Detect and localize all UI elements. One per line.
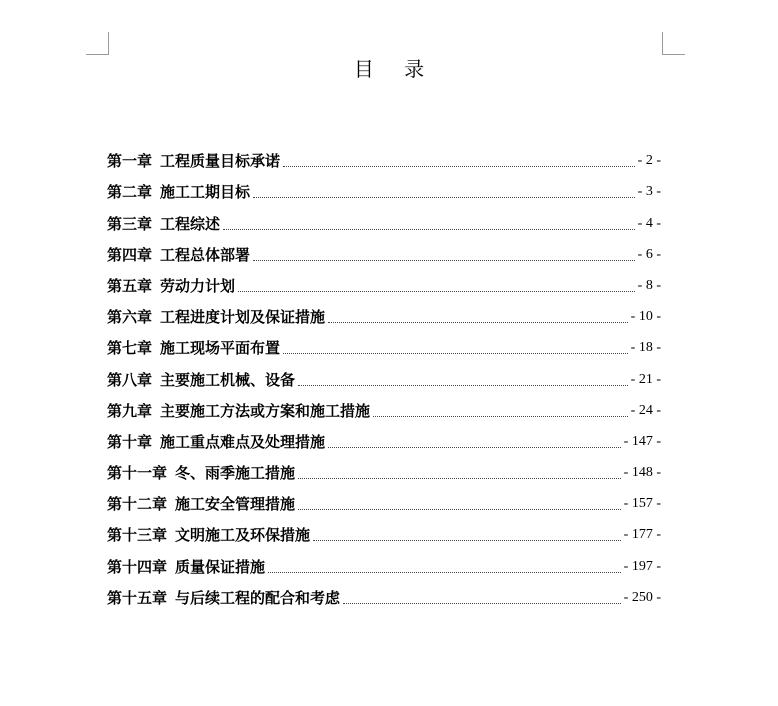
toc-entry-leader bbox=[328, 446, 621, 448]
toc-entry-leader bbox=[313, 539, 621, 541]
toc-entry-title: 文明施工及环保措施 bbox=[175, 526, 311, 545]
toc-entry-title: 工程质量目标承诺 bbox=[160, 152, 281, 171]
toc-entry-leader bbox=[298, 477, 621, 479]
toc-entry-title: 工程综述 bbox=[160, 214, 221, 233]
toc-entry-chapter: 第九章 bbox=[107, 401, 153, 420]
toc-entry-leader bbox=[268, 571, 621, 573]
toc-entry-chapter: 第十二章 bbox=[107, 495, 168, 514]
toc-entry-chapter: 第十三章 bbox=[107, 526, 168, 545]
toc-entry-title: 主要施工方法或方案和施工措施 bbox=[160, 401, 371, 420]
toc-entry-title: 施工工期目标 bbox=[160, 183, 251, 202]
toc-entry[interactable] bbox=[107, 484, 661, 515]
toc-entry-page-number: - 177 - bbox=[623, 527, 661, 543]
toc-entry-leader bbox=[283, 165, 635, 167]
toc-entry-chapter: 第十章 bbox=[107, 432, 153, 451]
toc-entry[interactable] bbox=[107, 422, 661, 453]
toc-entry-title: 施工现场平面布置 bbox=[160, 339, 281, 358]
toc-entry-page-number: - 8 - bbox=[637, 277, 661, 293]
toc-entry[interactable] bbox=[107, 328, 661, 359]
toc-entry-chapter: 第十四章 bbox=[107, 557, 168, 576]
toc-entry-title: 工程进度计划及保证措施 bbox=[160, 308, 326, 327]
toc-entry-page-number: - 10 - bbox=[630, 309, 661, 325]
toc-list bbox=[107, 141, 661, 609]
toc-entry-page-number: - 157 - bbox=[623, 496, 661, 512]
toc-entry[interactable] bbox=[107, 203, 661, 234]
toc-entry[interactable] bbox=[107, 578, 661, 609]
toc-entry-title: 冬、雨季施工措施 bbox=[175, 464, 296, 483]
toc-entry-leader bbox=[298, 508, 621, 510]
crop-mark-top-left bbox=[86, 32, 109, 55]
toc-entry-page-number: - 250 - bbox=[623, 589, 661, 605]
toc-entry-page-number: - 21 - bbox=[630, 371, 661, 387]
toc-entry[interactable] bbox=[107, 359, 661, 390]
toc-entry-page-number: - 2 - bbox=[637, 153, 661, 169]
toc-title: 目 录 bbox=[353, 57, 437, 81]
toc-entry-page-number: - 147 - bbox=[623, 433, 661, 449]
toc-entry-title: 与后续工程的配合和考虑 bbox=[175, 588, 341, 607]
toc-entry-chapter: 第十一章 bbox=[107, 464, 168, 483]
toc-entry[interactable] bbox=[107, 141, 661, 172]
toc-entry-chapter: 第四章 bbox=[107, 245, 153, 264]
toc-entry-page-number: - 24 - bbox=[630, 402, 661, 418]
toc-entry-title: 质量保证措施 bbox=[175, 557, 266, 576]
toc-entry-title: 劳动力计划 bbox=[160, 276, 236, 295]
toc-entry[interactable] bbox=[107, 515, 661, 546]
toc-entry-title: 施工重点难点及处理措施 bbox=[160, 432, 326, 451]
toc-entry-page-number: - 4 - bbox=[637, 215, 661, 231]
toc-entry[interactable] bbox=[107, 453, 661, 484]
toc-entry-page-number: - 197 - bbox=[623, 558, 661, 574]
toc-entry-page-number: - 148 - bbox=[623, 465, 661, 481]
toc-entry-page-number: - 6 - bbox=[637, 246, 661, 262]
toc-entry-chapter: 第二章 bbox=[107, 183, 153, 202]
toc-entry-leader bbox=[223, 228, 635, 230]
toc-entry[interactable] bbox=[107, 172, 661, 203]
toc-entry-chapter: 第六章 bbox=[107, 308, 153, 327]
toc-entry[interactable] bbox=[107, 546, 661, 577]
toc-entry-title: 施工安全管理措施 bbox=[175, 495, 296, 514]
toc-entry[interactable] bbox=[107, 391, 661, 422]
toc-entry-leader bbox=[283, 352, 628, 354]
toc-entry-chapter: 第一章 bbox=[107, 152, 153, 171]
toc-entry-title: 工程总体部署 bbox=[160, 245, 251, 264]
toc-entry-chapter: 第十五章 bbox=[107, 588, 168, 607]
toc-entry-chapter: 第五章 bbox=[107, 276, 153, 295]
toc-entry-leader bbox=[298, 384, 628, 386]
crop-mark-top-right bbox=[662, 32, 685, 55]
toc-entry-leader bbox=[343, 602, 621, 604]
toc-entry-chapter: 第七章 bbox=[107, 339, 153, 358]
toc-entry-title: 主要施工机械、设备 bbox=[160, 370, 296, 389]
toc-entry-leader bbox=[373, 415, 628, 417]
toc-entry-chapter: 第八章 bbox=[107, 370, 153, 389]
toc-entry[interactable] bbox=[107, 266, 661, 297]
toc-entry-page-number: - 18 - bbox=[630, 340, 661, 356]
toc-entry[interactable] bbox=[107, 235, 661, 266]
toc-entry-chapter: 第三章 bbox=[107, 214, 153, 233]
toc-entry-leader bbox=[238, 290, 635, 292]
toc-entry-page-number: - 3 - bbox=[637, 184, 661, 200]
toc-entry-leader bbox=[253, 196, 635, 198]
toc-entry-leader bbox=[253, 259, 635, 261]
toc-entry-leader bbox=[328, 321, 628, 323]
toc-entry[interactable] bbox=[107, 297, 661, 328]
